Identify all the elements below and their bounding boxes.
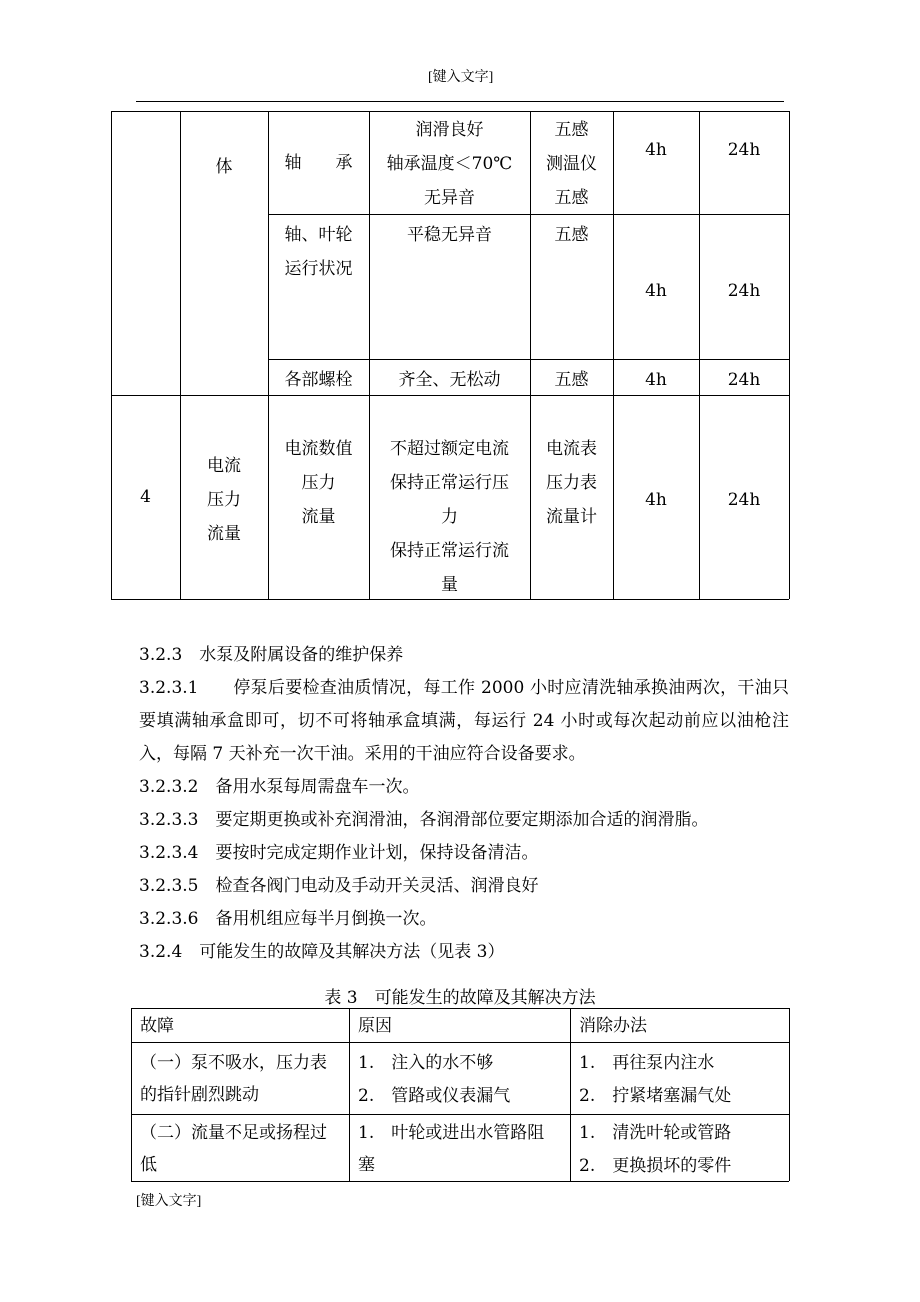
standard-line: 量 [441,575,458,595]
part-label: 流量 [207,524,241,544]
method-cell [530,114,613,214]
column-header: 故障 [140,1016,174,1036]
method-line: 五感 [554,225,589,245]
cycle-value: 4h [645,140,667,160]
table-border [268,214,789,215]
method-cell [530,432,613,542]
cycle-cell [699,130,789,170]
table-border [111,111,789,112]
cycle-cell [699,271,789,311]
cause-line: 1. 注入的水不够 [358,1053,494,1073]
standard-line: 不超过额定电流 [390,439,509,459]
part-cell [180,150,268,190]
paragraph: 3.2.3.2 备用水泵每周需盘车一次。 [139,777,420,797]
cause-line: 1. 叶轮或进出水管路阻塞 [358,1123,545,1175]
method-line: 流量计 [546,507,597,527]
item-cell [268,432,369,542]
item-label: 轴、叶轮 [284,225,353,245]
method-line: 五感 [554,120,589,140]
paragraph: 3.2.3.3 要定期更换或补充润滑油，各润滑部位要定期添加合适的润滑脂。 [139,810,709,830]
section-heading: 3.2.3 水泵及附属设备的维护保养 [139,645,404,665]
table-caption: 表 3 可能发生的故障及其解决方法 [324,988,596,1008]
item-label: 各部螺栓 [284,370,353,390]
page-footer: [键入文字] [136,1194,202,1209]
remedy-line: 1. 再往泵内注水 [579,1053,715,1073]
table-border [131,1008,789,1009]
cycle-cell [699,362,789,398]
table-border [268,359,789,360]
paragraph: 3.2.3.6 备用机组应每半月倒换一次。 [139,909,437,929]
cycle-cell [613,130,699,170]
item-label: 轴 承 [284,152,353,173]
standard-line: 无异音 [424,188,475,208]
table-border [349,1008,350,1181]
table-border [131,1114,789,1115]
row-number: 4 [140,487,151,507]
cycle-value: 24h [727,370,761,390]
column-header: 原因 [358,1016,392,1036]
standard-line: 平稳无异音 [407,225,492,245]
item-cell [268,362,369,398]
cycle-value: 24h [727,281,761,301]
section-heading: 3.2.4 可能发生的故障及其解决方法（见表 3） [139,942,505,962]
table-border [613,111,614,599]
remedy-line: 2. 拧紧堵塞漏气处 [579,1086,732,1106]
cycle-cell [613,480,699,520]
method-line: 压力表 [546,473,597,493]
standard-cell [369,362,530,398]
cycle-value: 4h [645,490,667,510]
fault-text: （一）泵不吸水，压力表的指针剧烈跳动 [140,1053,327,1105]
cycle-value: 4h [645,370,667,390]
number-cell [111,395,180,599]
standard-line: 齐全、无松动 [398,370,501,390]
paragraph: 3.2.3.1 停泵后要检查油质情况，每工作 2000 小时应清洗轴承换油两次，干油只要填满轴承盒即可，切不可将轴承盒填满，每运行 24 小时或每次起动前应以油枪注入，每隔 7 天补充一次干油。采用的干油应符合设备要求。 [139,678,789,764]
cycle-cell [613,362,699,398]
paragraph: 3.2.3.5 检查各阀门电动及手动开关灵活、润滑良好 [139,876,539,896]
column-header: 消除办法 [579,1016,647,1036]
cycle-cell [699,480,789,520]
standard-line: 轴承温度＜70℃ [386,154,513,174]
cycle-value: 4h [645,281,667,301]
table-border [131,1008,132,1181]
item-cell [268,218,369,298]
standard-line: 润滑良好 [415,120,484,140]
fault-text: （二）流量不足或扬程过低 [140,1123,327,1175]
item-label: 电流数值 [284,439,353,459]
item-label: 压力 [301,473,336,493]
standard-line: 保持正常运行压 [390,473,509,493]
method-cell [530,362,613,398]
table-border [789,1008,790,1181]
cycle-value: 24h [727,490,761,510]
method-line: 五感 [554,188,589,208]
standard-line: 保持正常运行流 [390,541,509,561]
item-cell [268,111,369,214]
part-cell [180,398,268,602]
standard-cell [369,432,530,602]
part-label: 压力 [207,490,241,510]
part-label: 电流 [207,456,241,476]
remedy-line: 1. 清洗叶轮或管路 [579,1123,732,1143]
part-label: 体 [215,157,233,177]
method-line: 五感 [554,370,589,390]
item-label: 流量 [301,507,336,527]
table-border [789,111,790,599]
page-header: [键入文字] [428,70,494,85]
item-label: 运行状况 [284,259,353,279]
table-border [570,1008,571,1181]
cycle-value: 24h [727,140,761,160]
table-border [699,111,700,599]
standard-cell [369,218,530,258]
cause-line: 2. 管路或仪表漏气 [358,1086,511,1106]
table-border [131,1042,789,1043]
standard-line: 力 [441,507,458,527]
method-line: 测温仪 [546,154,597,174]
paragraph: 3.2.3.4 要按时完成定期作业计划，保持设备清洁。 [139,843,539,863]
remedy-line: 2. 更换损坏的零件 [579,1156,732,1176]
header-rule [136,101,784,102]
method-cell [530,218,613,258]
method-line: 电流表 [546,439,597,459]
cycle-cell [613,271,699,311]
standard-cell [369,114,530,214]
